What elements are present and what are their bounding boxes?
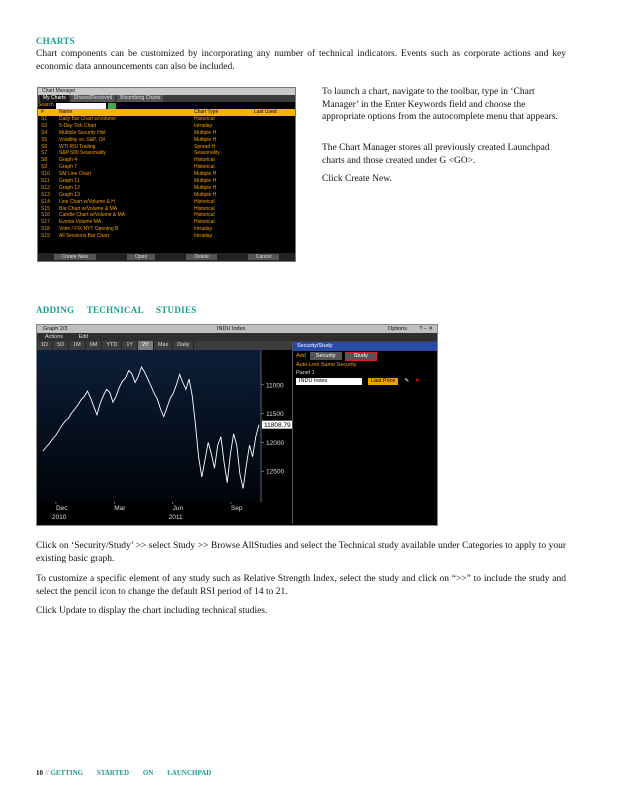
charts-heading: CHARTS <box>36 36 75 46</box>
col-number: # <box>41 109 44 115</box>
security-study-panel <box>292 342 438 524</box>
add-label: Add <box>296 353 306 359</box>
row-name: S&P 500 Seasonality <box>59 150 106 157</box>
open-button[interactable]: Open <box>127 254 155 260</box>
create-new-button[interactable]: Create New <box>54 254 96 260</box>
row-name: Daily Bar Chart w/Volume <box>59 116 116 122</box>
table-row[interactable] <box>38 157 295 164</box>
x-tick-label: Mar <box>114 505 126 512</box>
table-row[interactable] <box>38 219 295 226</box>
row-chart-type: Multiple H <box>194 129 217 136</box>
cancel-button[interactable]: Cancel <box>248 254 280 260</box>
chart-manager-buttons <box>38 253 295 261</box>
chart-list-header <box>38 109 295 116</box>
edit-menu[interactable]: Edit <box>78 334 89 340</box>
row-name: Volm / FIX NYT Opening B <box>59 226 119 233</box>
graph-menubar <box>37 333 437 341</box>
graph-tab[interactable]: Graph 2/3 <box>43 326 68 332</box>
graph-title: INDU Index <box>217 326 246 332</box>
row-name: Graph 11 <box>59 178 80 185</box>
search-input[interactable] <box>56 103 106 109</box>
row-name: SM Line Chart <box>59 171 91 178</box>
row-chart-type: Historical <box>194 164 215 171</box>
row-number: S15 <box>41 205 50 212</box>
row-chart-type: Multiple H <box>194 184 217 191</box>
table-row[interactable] <box>38 164 295 171</box>
index-name[interactable]: INDU Index <box>296 378 362 385</box>
period-6m[interactable]: 6M <box>86 341 103 350</box>
table-row[interactable] <box>38 171 295 178</box>
row-name: 5-Day Tick Chart <box>59 122 97 129</box>
row-number: S6 <box>41 143 48 150</box>
price-chart <box>37 350 292 524</box>
auto-link-option[interactable]: Auto-Link Same Security <box>296 362 357 368</box>
delete-button[interactable]: Delete <box>186 254 216 260</box>
chart-manager-title: Chart Manager <box>38 88 295 95</box>
row-number: S9 <box>41 164 48 171</box>
current-value-label: 11808.79 <box>264 422 291 430</box>
x-tick-year: 2011 <box>168 514 183 521</box>
security-row <box>293 377 438 385</box>
security-study-panel-title: Security/Study <box>293 342 438 351</box>
row-name: Events Volume MA <box>59 219 102 226</box>
row-name: Volatility vs. S&P, Oil <box>59 136 105 143</box>
row-number: S1 <box>41 116 48 122</box>
study-button[interactable]: Study <box>346 353 376 360</box>
row-chart-type: Historical <box>194 157 215 164</box>
row-number: S3 <box>41 122 48 129</box>
chart-manager-tabs <box>38 95 295 102</box>
page-footer <box>36 769 211 777</box>
row-name: Graph 13 <box>59 191 80 198</box>
table-row[interactable] <box>38 206 295 213</box>
col-last-used: Last Used <box>254 109 277 115</box>
footer-title: GETTING STARTED ON LAUNCHPAD <box>50 769 212 777</box>
x-tick-label: Dec <box>55 505 68 512</box>
row-number: S17 <box>41 219 50 226</box>
row-chart-type: Intraday <box>194 226 213 233</box>
security-button[interactable]: Security <box>310 352 342 360</box>
tab-shared[interactable]: Shared/Received <box>71 95 115 102</box>
row-name: Candle Chart w/Volume & MA <box>59 212 126 219</box>
panel-add-row <box>293 351 438 361</box>
chart-manager-description: The Chart Manager stores all previously created Launchpad charts and those created under G <GO>. <box>322 143 550 166</box>
customize-instructions: To customize a specific element of any study such as Relative Strength Index, select the study and click on “>>” to include the study and select the pencil icon to change the default RSI period of 14 to 21. <box>36 574 566 597</box>
table-row[interactable] <box>38 116 295 123</box>
create-new-instruction: Click Create New. <box>322 174 392 184</box>
table-row[interactable] <box>38 137 295 144</box>
row-chart-type: Historical <box>194 219 215 226</box>
chart-manager-window <box>37 87 296 262</box>
period-1y[interactable]: 1Y <box>122 341 138 350</box>
table-row[interactable] <box>38 212 295 219</box>
table-row[interactable] <box>38 226 295 233</box>
period-max[interactable]: Max <box>154 341 173 350</box>
row-name: Graph 7 <box>59 164 78 171</box>
y-tick-label: 12500 <box>266 468 285 476</box>
row-number: S8 <box>41 157 48 164</box>
technical-studies-heading: ADDING TECHNICAL STUDIES <box>36 305 197 315</box>
row-chart-type: Spread H <box>194 143 216 150</box>
row-chart-type: Seasonality <box>194 150 220 157</box>
row-number: S4 <box>41 129 48 136</box>
table-row[interactable] <box>38 185 295 192</box>
table-row[interactable] <box>38 199 295 206</box>
page-number: 10 <box>36 769 43 777</box>
table-row[interactable] <box>38 144 295 151</box>
row-name: WTI RSI Trailing <box>59 143 96 150</box>
row-chart-type: Historical <box>194 212 215 219</box>
row-chart-type: Multiple H <box>194 191 217 198</box>
delete-icon[interactable]: ✕ <box>415 378 420 384</box>
row-chart-type: Historical <box>194 198 215 205</box>
update-instruction: Click Update to display the chart including technical studies. <box>36 606 268 616</box>
row-number: S7 <box>41 150 48 157</box>
period-5d[interactable]: 5D <box>53 341 69 350</box>
y-tick-label: 12000 <box>266 439 285 447</box>
study-instructions: Click on ‘Security/Study’ >> select Study >> Browse AllStudies and select the Technical study available under Categories to apply to your existing basic graph. <box>36 541 566 564</box>
row-number: S5 <box>41 136 48 143</box>
table-row[interactable] <box>38 150 295 157</box>
chart-list <box>38 116 295 240</box>
row-number: S11 <box>41 178 50 185</box>
row-chart-type: Multiple H <box>194 136 217 143</box>
row-number: S13 <box>41 191 50 198</box>
footer-separator: // <box>44 769 49 777</box>
table-row[interactable] <box>38 130 295 137</box>
last-price-field[interactable]: Last Price <box>368 378 398 385</box>
row-number: S19 <box>41 233 50 240</box>
row-number: S10 <box>41 171 50 178</box>
row-name: Graph 12 <box>59 184 80 191</box>
row-chart-type: Historical <box>194 205 215 212</box>
pencil-icon[interactable]: ✎ <box>404 378 410 384</box>
charts-intro: Chart components can be customized by incorporating any number of technical indicators. Events such as corporate actions and key economic data announcements can also be included. <box>36 49 566 72</box>
tab-bloomberg-charts[interactable]: Bloomberg Charts <box>117 95 163 102</box>
row-name: All Sessions Bar Chart <box>59 233 110 240</box>
y-tick-label: 11000 <box>266 382 284 390</box>
row-chart-type: Historical <box>194 116 215 122</box>
graph-window <box>36 324 438 526</box>
period-2y[interactable]: 2Y <box>138 341 154 350</box>
row-chart-type: Intraday <box>194 122 213 129</box>
row-name: Line Chart w/Volume & H <box>59 198 115 205</box>
launch-instructions: To launch a chart, navigate to the toolbar, type in ‘Chart Manager’ in the Enter Keywords field and choose the appropriate options from the autocomplete menu that appears. <box>322 87 558 122</box>
y-tick-label: 11500 <box>266 411 284 419</box>
options-menu[interactable]: Options <box>388 326 407 332</box>
period-1d[interactable]: 1D <box>37 341 53 350</box>
row-name: Bar Chart w/Volume & MA <box>59 205 118 212</box>
row-chart-type: Multiple H <box>194 171 217 178</box>
graph-titlebar <box>37 325 437 333</box>
actions-menu[interactable]: Actions <box>45 334 64 340</box>
row-number: S12 <box>41 184 50 191</box>
x-tick-year: 2010 <box>51 514 67 521</box>
table-row[interactable] <box>38 192 295 199</box>
row-number: S18 <box>41 226 50 233</box>
period-ytd[interactable]: YTD <box>102 341 122 350</box>
col-name: Name <box>59 109 73 115</box>
row-number: S16 <box>41 212 50 219</box>
row-chart-type: Multiple H <box>194 178 217 185</box>
period-daily[interactable]: Daily <box>173 341 194 350</box>
col-chart-type: Chart Type <box>194 109 219 115</box>
search-go-icon[interactable] <box>108 103 116 109</box>
tab-my-charts[interactable]: My Charts <box>40 95 69 102</box>
search-row <box>38 102 295 109</box>
table-row[interactable] <box>38 233 295 240</box>
search-label: Search <box>38 102 54 108</box>
panel-label: Panel 1 <box>296 370 315 376</box>
period-1m[interactable]: 1M <box>69 341 86 350</box>
row-chart-type: Intraday <box>194 233 213 240</box>
row-name: Graph 4 <box>59 157 78 164</box>
window-controls-icon[interactable]: ? – ✕ <box>419 326 433 332</box>
table-row[interactable] <box>38 123 295 130</box>
row-name: Multiple Security Hist <box>59 129 106 136</box>
row-number: S14 <box>41 198 50 205</box>
x-tick-label: Jun <box>172 505 184 512</box>
table-row[interactable] <box>38 178 295 185</box>
x-tick-label: Sep <box>230 505 243 512</box>
